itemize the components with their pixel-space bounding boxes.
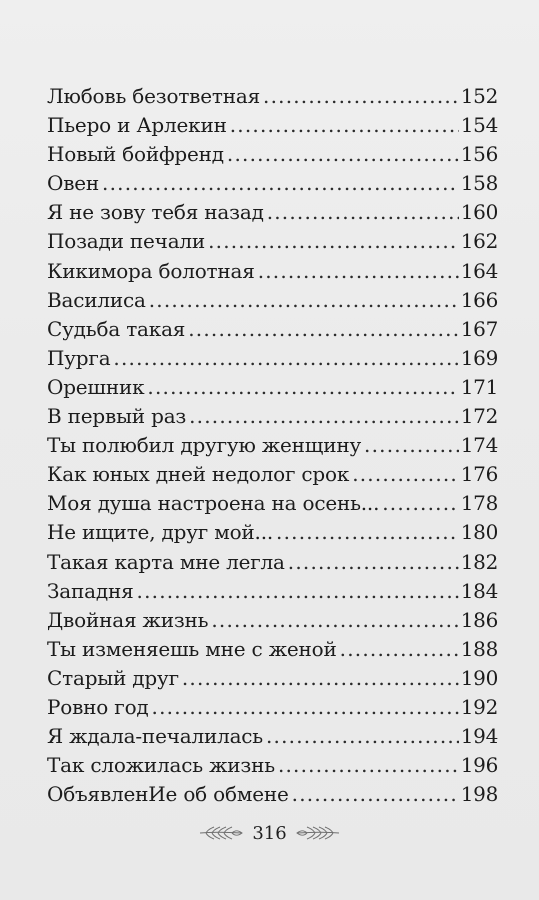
toc-entry bbox=[47, 722, 498, 751]
toc-dot-leader bbox=[113, 344, 458, 373]
toc-dot-leader bbox=[102, 169, 459, 198]
toc-entry bbox=[47, 315, 498, 344]
toc-entry-page: 180 bbox=[460, 520, 498, 545]
toc-entry bbox=[47, 489, 498, 518]
toc-dot-leader bbox=[266, 722, 459, 751]
toc-entry bbox=[47, 227, 498, 256]
toc-entry-page: 190 bbox=[460, 665, 498, 690]
toc-entry bbox=[47, 198, 498, 227]
toc-entry-title: Судьба такая bbox=[47, 316, 186, 341]
toc-dot-leader bbox=[258, 257, 459, 286]
toc-entry-title: Овен bbox=[47, 171, 100, 196]
toc-entry bbox=[47, 751, 498, 780]
toc-entry bbox=[47, 460, 498, 489]
toc-dot-leader bbox=[292, 780, 459, 809]
toc-entry-title: Не ищите, друг мой... bbox=[47, 520, 274, 545]
toc-entry-title: Западня bbox=[47, 578, 134, 603]
toc-entry-page: 186 bbox=[460, 607, 498, 632]
page-number: 316 bbox=[252, 822, 287, 844]
toc-dot-leader bbox=[182, 664, 459, 693]
toc-entry-title: Моя душа настроена на осень... bbox=[47, 491, 380, 516]
toc-entry-page: 154 bbox=[460, 113, 498, 138]
toc-entry-title: Я ждала-печалилась bbox=[47, 724, 263, 749]
toc-entry bbox=[47, 111, 498, 140]
toc-entry bbox=[47, 344, 498, 373]
toc-entry-title: Орешник bbox=[47, 374, 145, 399]
toc-entry-title: Василиса bbox=[47, 287, 146, 312]
toc-dot-leader bbox=[340, 635, 459, 664]
toc-entry-title: Как юных дней недолог срок bbox=[47, 462, 350, 487]
toc-entry bbox=[47, 693, 498, 722]
toc-dot-leader bbox=[230, 111, 459, 140]
toc-entry bbox=[47, 286, 498, 315]
toc-entry bbox=[47, 548, 498, 577]
toc-entry-page: 192 bbox=[460, 694, 498, 719]
toc-entry bbox=[47, 664, 498, 693]
toc-dot-leader bbox=[382, 489, 458, 518]
toc-entry-page: 156 bbox=[460, 142, 498, 167]
toc-entry bbox=[47, 431, 498, 460]
toc-entry-page: 184 bbox=[460, 578, 498, 603]
toc-entry-page: 171 bbox=[460, 374, 498, 399]
leaf-ornament-icon bbox=[198, 824, 244, 842]
toc-entry-title: В первый раз bbox=[47, 404, 187, 429]
toc-entry-page: 152 bbox=[460, 84, 498, 108]
toc-entry bbox=[47, 140, 498, 169]
toc-dot-leader bbox=[188, 315, 458, 344]
toc-entry bbox=[47, 402, 498, 431]
toc-entry-title: Ты изменяешь мне с женой bbox=[47, 636, 337, 661]
toc-entry-title: Старый друг bbox=[47, 665, 179, 690]
toc-entry-page: 182 bbox=[460, 549, 498, 574]
toc-dot-leader bbox=[276, 518, 459, 547]
toc-dot-leader bbox=[352, 460, 459, 489]
toc-entry bbox=[47, 257, 498, 286]
toc-entry bbox=[47, 606, 498, 635]
toc-entry-page: 176 bbox=[460, 462, 498, 487]
toc-entry bbox=[47, 635, 498, 664]
toc-entry bbox=[47, 518, 498, 547]
toc-dot-leader bbox=[208, 227, 459, 256]
toc-dot-leader bbox=[147, 373, 458, 402]
toc-entry-title: Пьеро и Арлекин bbox=[47, 113, 227, 138]
toc-dot-leader bbox=[364, 431, 459, 460]
toc-dot-leader bbox=[137, 577, 459, 606]
toc-dot-leader bbox=[152, 693, 459, 722]
toc-entry-title: Ты полюбил другую женщину bbox=[47, 433, 362, 458]
toc-entry bbox=[47, 577, 498, 606]
toc-entry-title: Новый бойфренд bbox=[47, 142, 224, 167]
page-footer bbox=[0, 818, 539, 848]
toc-entry-page: 169 bbox=[460, 345, 498, 370]
toc-entry-title: Так сложилась жизнь bbox=[47, 753, 275, 778]
toc-entry-page: 174 bbox=[460, 433, 498, 458]
toc-entry-title: Позади печали bbox=[47, 229, 206, 254]
toc-entry-page: 196 bbox=[460, 753, 498, 778]
toc-entry-title: Двойная жизнь bbox=[47, 607, 209, 632]
toc-entry-title: ОбъявленИе об обмене bbox=[47, 782, 289, 807]
toc-entry-page: 158 bbox=[460, 171, 498, 196]
toc-entry-title: Такая карта мне легла bbox=[47, 549, 285, 574]
toc-entry-page: 178 bbox=[460, 491, 498, 516]
toc-entry-page: 172 bbox=[460, 404, 498, 429]
toc-entry-page: 166 bbox=[460, 287, 498, 312]
toc-entry-page: 194 bbox=[460, 724, 498, 749]
toc-entry-page: 164 bbox=[460, 258, 498, 283]
toc-entry-title: Кикимора болотная bbox=[47, 258, 255, 283]
toc-entry bbox=[47, 373, 498, 402]
toc-entry-title: Пурга bbox=[47, 345, 111, 370]
toc-dot-leader bbox=[149, 286, 459, 315]
toc-entry-title: Любовь безответная bbox=[47, 84, 261, 108]
toc-entry-title: Ровно год bbox=[47, 694, 149, 719]
toc-entry-title: Я не зову тебя назад bbox=[47, 200, 264, 225]
table-of-contents bbox=[47, 82, 498, 809]
toc-dot-leader bbox=[267, 198, 459, 227]
leaf-ornament-icon bbox=[295, 824, 341, 842]
toc-dot-leader bbox=[227, 140, 459, 169]
toc-dot-leader bbox=[263, 82, 459, 111]
toc-entry-page: 160 bbox=[460, 200, 498, 225]
toc-entry-page: 162 bbox=[460, 229, 498, 254]
toc-dot-leader bbox=[189, 402, 459, 431]
toc-entry-page: 167 bbox=[460, 316, 498, 341]
toc-dot-leader bbox=[211, 606, 458, 635]
toc-dot-leader bbox=[278, 751, 459, 780]
toc-entry bbox=[47, 82, 498, 111]
toc-entry-page: 188 bbox=[460, 636, 498, 661]
toc-entry-page: 198 bbox=[460, 782, 498, 807]
toc-dot-leader bbox=[288, 548, 459, 577]
toc-entry bbox=[47, 780, 498, 809]
toc-entry bbox=[47, 169, 498, 198]
